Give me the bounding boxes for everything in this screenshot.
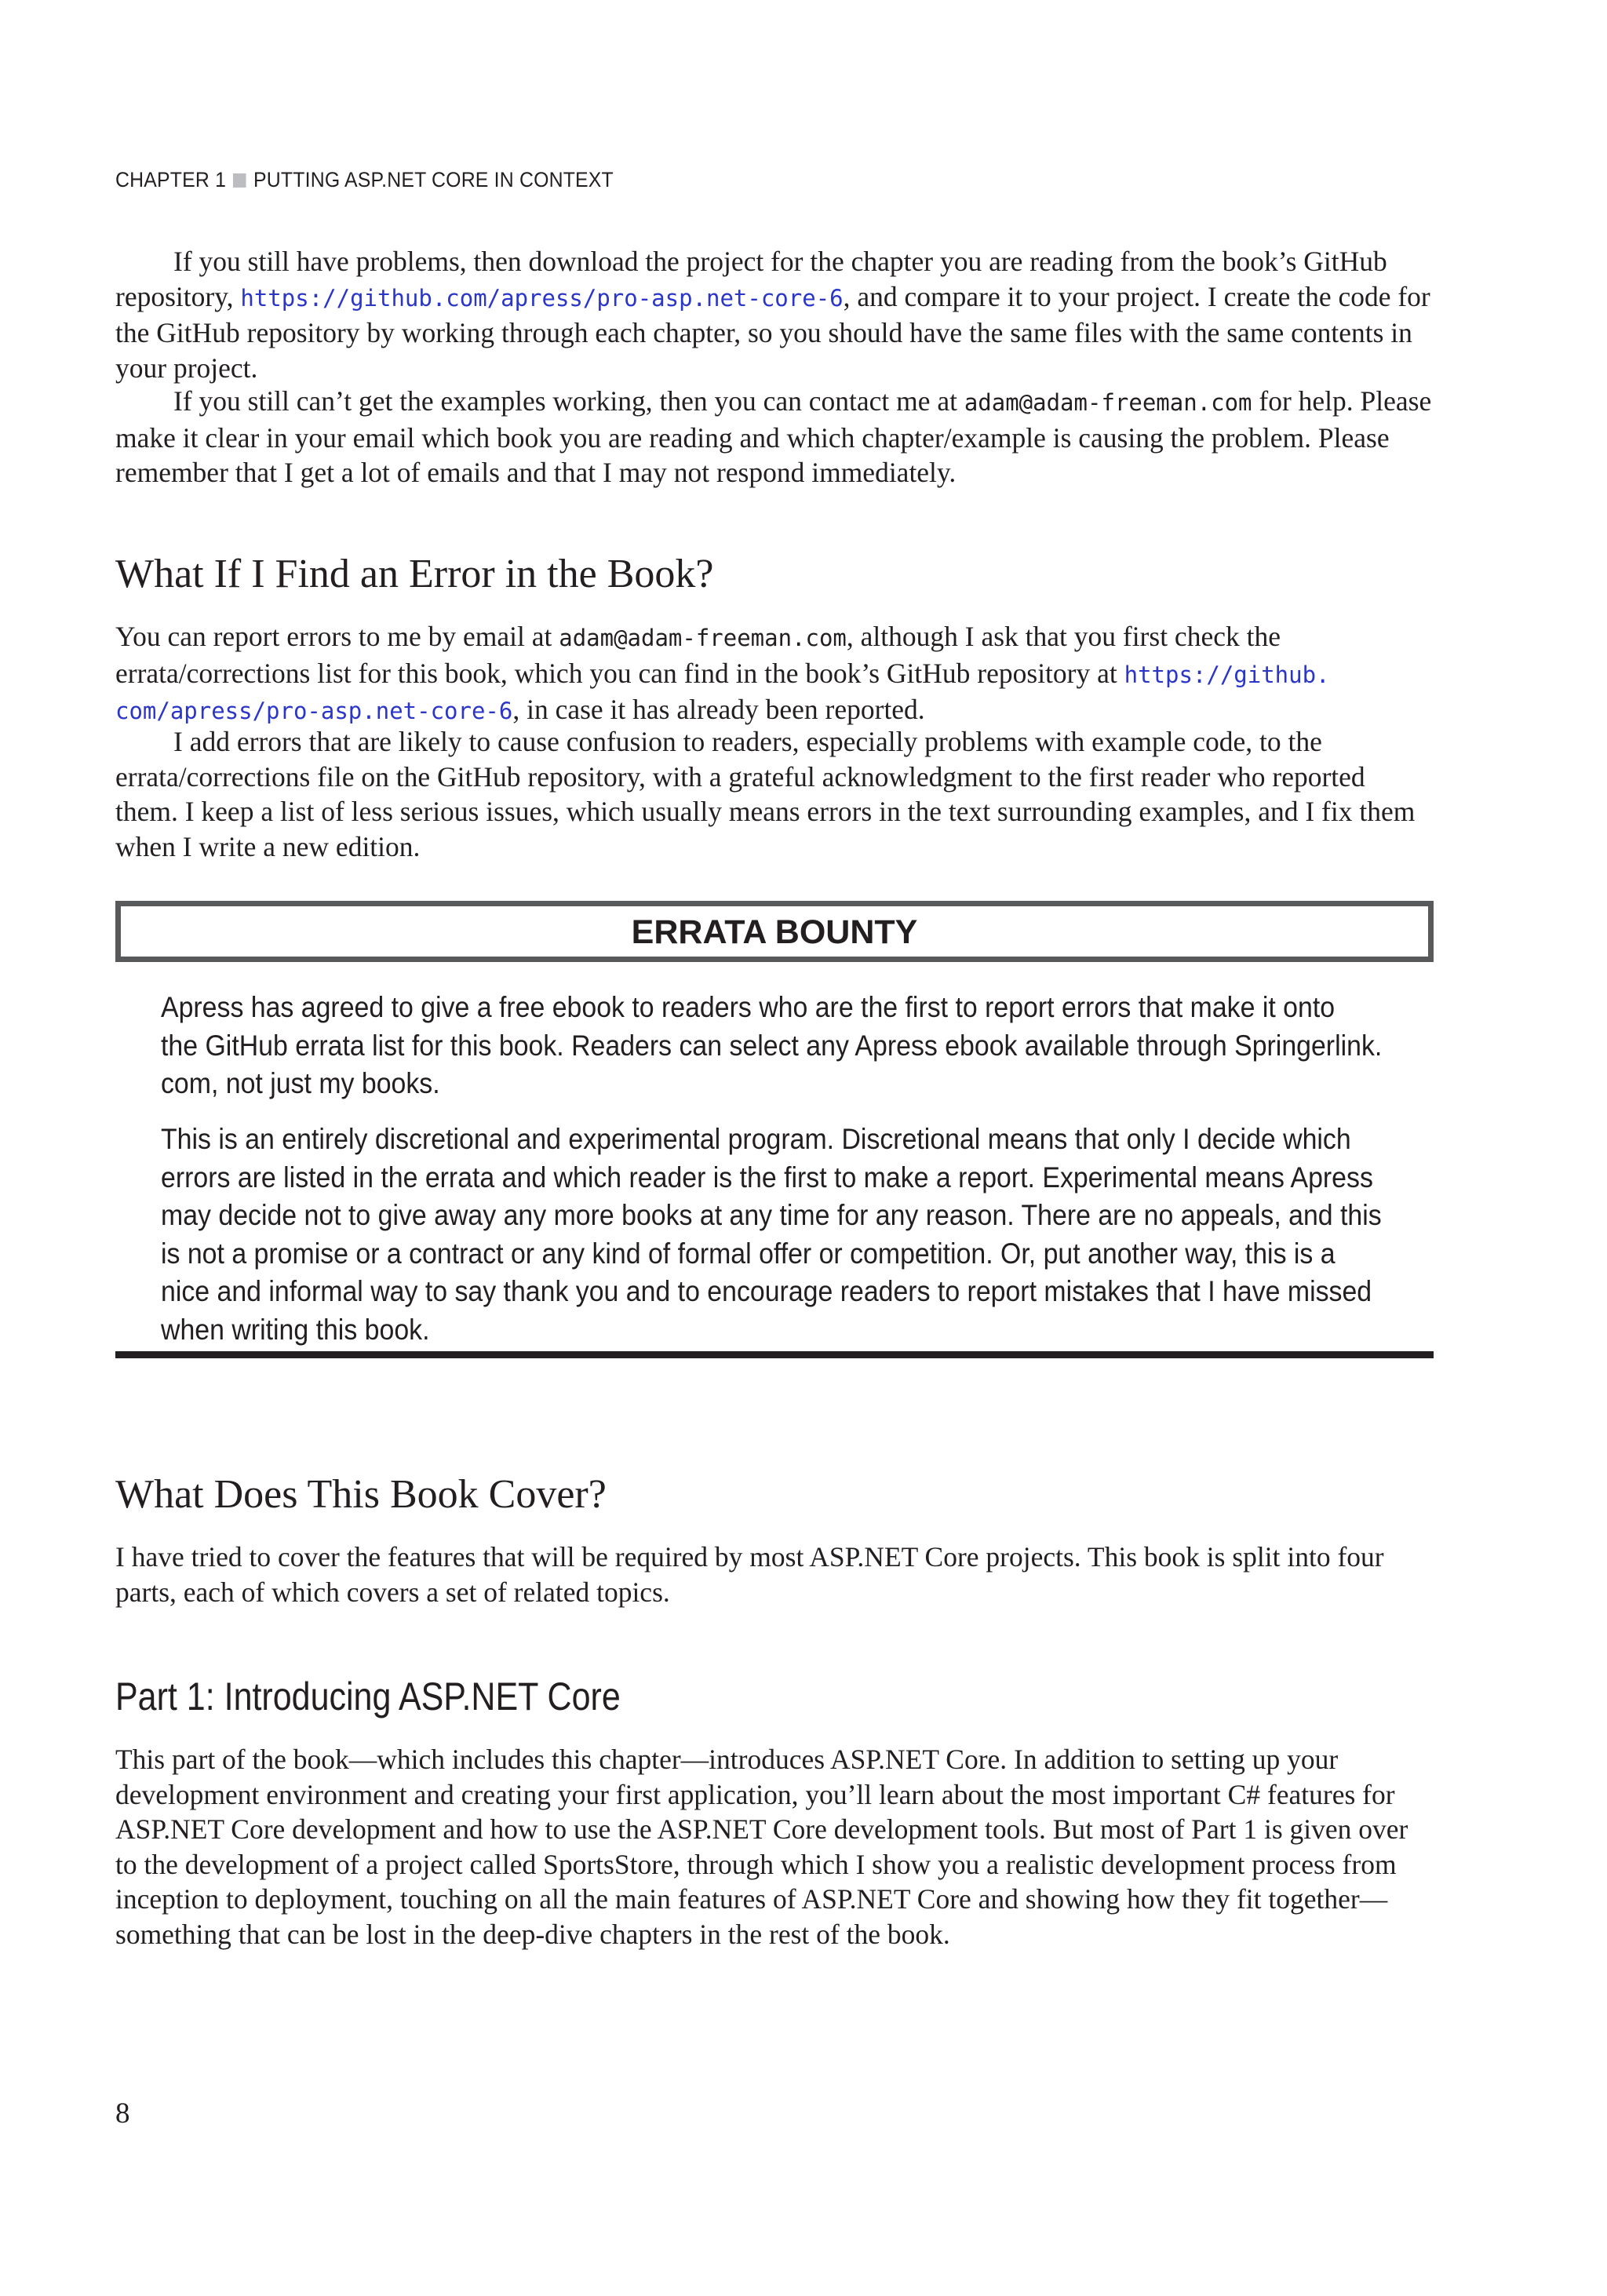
errata-bounty-title: ERRATA BOUNTY <box>631 913 918 951</box>
sidebar-p2-line: may decide not to give away any more books at any time for any reason. There are no appeals, and this <box>161 1199 1382 1231</box>
errors-p1-text-a: You can report errors to me by email at <box>115 621 559 652</box>
section-heading-errors: What If I Find an Error in the Book? <box>115 552 714 596</box>
sidebar-p2-line: is not a promise or a contract or any kind of formal offer or competition. Or, put another way, this is a <box>161 1237 1336 1270</box>
sidebar-p2-line: This is an entirely discretional and experimental program. Discretional means that only I decide which <box>161 1123 1351 1155</box>
running-head <box>115 168 614 192</box>
chapter-title: PUTTING ASP.NET CORE IN CONTEXT <box>253 168 614 191</box>
sidebar-p2-line: errors are listed in the errata and which reader is the first to make a report. Experimental means Apress <box>161 1161 1373 1194</box>
sidebar-p1-line: Apress has agreed to give a free ebook to readers who are the first to report errors that make it onto <box>161 991 1336 1023</box>
intro-paragraph-1 <box>115 244 1434 385</box>
errors-paragraph-2: I add errors that are likely to cause confusion to readers, especially problems with example code, to the errata/corrections file on the GitHub repository, with a grateful acknowledgment to the first reader who reported them. I keep a list of less serious issues, which usually means errors in the text surrounding examples, and I fix them when I write a new edition. <box>115 726 1416 862</box>
intro-p2-text-a: If you still can’t get the examples working, then you can contact me at <box>173 385 964 417</box>
intro-p1-text-b: , and compare it to your project. I create the code for the GitHub repository by working through each chapter, so you should have the same files with the same contents in your project. <box>115 280 1430 384</box>
sidebar-p2-line: when writing this book. <box>161 1313 430 1346</box>
sidebar-p1-line: com, not just my books. <box>161 1067 440 1099</box>
errata-link-part-2[interactable]: com/apress/pro-asp.net-core-6 <box>115 698 513 725</box>
sidebar-bottom-rule <box>115 1351 1434 1358</box>
errors-paragraph-1 <box>115 619 1434 729</box>
author-email: adam@adam-freeman.com <box>964 389 1252 416</box>
part-1-paragraph: This part of the book—which includes this chapter—introduces ASP.NET Core. In addition to setting up your development environment and creating your first application, you’ll learn about the most important C# features for ASP.NET Core development and how to use the ASP.NET Core development tools. But most of Part 1 is given over to the development of a project called SportsStore, through which I show you a realistic development process from inception to deployment, touching on all the main features of ASP.NET Core and showing how they fit together—something that can be lost in the deep-dive chapters in the rest of the book. <box>115 1744 1408 1950</box>
github-repo-link[interactable]: https://github.com/apress/pro-asp.net-core-6 <box>240 284 844 312</box>
sidebar-p2-line: nice and informal way to say thank you and to encourage readers to report mistakes that I have missed <box>161 1275 1372 1307</box>
cover-paragraph-1: I have tried to cover the features that will be required by most ASP.NET Core projects. This book is split into four parts, each of which covers a set of related topics. <box>115 1541 1384 1608</box>
sidebar-paragraph-2 <box>161 1121 1396 1349</box>
page-number: 8 <box>115 2097 130 2130</box>
intro-p1-text-a: If you still have problems, then download the project for the chapter you are reading from the book’s GitHub repository, <box>115 246 1387 312</box>
errata-bounty-box <box>115 901 1434 962</box>
square-separator-icon <box>233 173 246 188</box>
part-1-heading: Part 1: Introducing ASP.NET Core <box>115 1675 621 1718</box>
section-heading-cover: What Does This Book Cover? <box>115 1472 607 1517</box>
errata-link-part-1[interactable]: https://github. <box>1124 661 1330 688</box>
chapter-label: CHAPTER 1 <box>115 168 227 191</box>
errors-p1-text-c: , in case it has already been reported. <box>512 694 925 726</box>
intro-p2-text-b: for help. Please make it clear in your email which book you are reading and which chapter/example is causing the problem. Please remember that I get a lot of emails and that I may not respond immediately. <box>115 385 1432 489</box>
author-email-2: adam@adam-freeman.com <box>559 625 847 651</box>
intro-paragraph-2 <box>115 384 1434 490</box>
sidebar-p1-line: the GitHub errata list for this book. Readers can select any Apress ebook available through Springerlink. <box>161 1029 1383 1062</box>
errors-p1-text-b: , although I ask that you first check the errata/corrections list for this book, which you can find in the book’s GitHub repository at <box>115 621 1281 689</box>
sidebar-paragraph-1 <box>161 989 1396 1103</box>
